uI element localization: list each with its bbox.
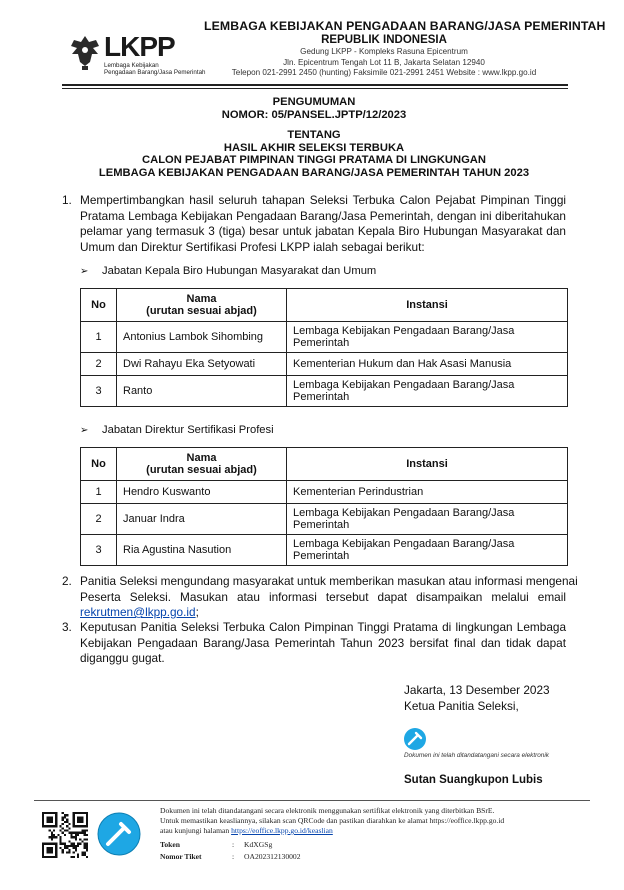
token-colon: : — [232, 840, 235, 849]
cell-nama: Hendro Kuswanto — [117, 481, 287, 504]
item-2-line: Panitia Seleksi mengundang masyarakat untuk memberikan masukan atau informasi mengenai — [80, 574, 578, 588]
table-header-row — [81, 448, 568, 481]
signatory-role: Ketua Panitia Seleksi, — [404, 699, 519, 713]
footer-line-1: Dokumen ini telah ditandatangani secara elektronik menggunakan sertifikat elektronik yang diterbitkan BSrE. — [160, 806, 495, 815]
table-row — [81, 353, 568, 376]
item-2-email-line — [80, 605, 566, 621]
footer-verification — [160, 806, 504, 862]
table-row — [81, 535, 568, 566]
position-1-heading — [80, 264, 376, 279]
header-divider — [62, 84, 568, 86]
cell-no: 2 — [81, 504, 117, 535]
lkpp-logo — [68, 32, 208, 77]
bsre-logo-icon — [97, 812, 141, 856]
item-2-paragraph — [80, 574, 578, 621]
ticket-value: OA202312130002 — [244, 852, 301, 861]
letterhead — [204, 19, 606, 79]
cell-no: 1 — [81, 322, 117, 353]
country-name: REPUBLIK INDONESIA — [321, 34, 447, 46]
cell-instansi: Kementerian Perindustrian — [287, 481, 568, 504]
table-row — [81, 481, 568, 504]
cell-instansi-line: Pemerintah — [293, 337, 350, 349]
arrow-bullet-icon: ➢ — [80, 266, 89, 277]
position-2-heading — [80, 423, 274, 438]
item-3-line: Kebijakan Pengadaan Barang/Jasa Pemerintah Tahun 2023 bersifat final dan tidak dapat — [80, 635, 566, 650]
title-number: NOMOR: 05/PANSEL.JPTP/12/2023 — [221, 108, 407, 121]
cell-nama: Ranto — [117, 376, 287, 407]
item-number-3: 3. — [62, 620, 72, 634]
column-header-instansi: Instansi — [287, 289, 568, 322]
column-header-nama-sub: (urutan sesuai abjad) — [146, 464, 257, 476]
footer-line-2: Untuk memastikan keasliannya, silakan scan QRCode dan pastikan diarahkan ke alamat https://eoffice.lkpp.go.id — [160, 816, 505, 825]
title-subject-3: LEMBAGA KEBIJAKAN PENGADAAN BARANG/JASA PEMERINTAH TAHUN 2023 — [98, 166, 530, 179]
garuda-emblem-icon — [68, 32, 102, 72]
column-header-nama — [117, 289, 287, 322]
position-2-title: Jabatan Direktur Sertifikasi Profesi — [102, 424, 274, 436]
title-subject-1: HASIL AKHIR SELEKSI TERBUKA — [223, 141, 405, 154]
electronic-signature-icon — [403, 727, 427, 751]
cell-instansi — [287, 535, 568, 566]
footer-line-3 — [160, 826, 504, 836]
column-header-nama-label: Nama — [186, 452, 217, 464]
token-label: Token — [160, 840, 180, 849]
ticket-label: Nomor Tiket — [160, 852, 202, 861]
footer-line-3-prefix: atau kunjungi halaman — [160, 826, 232, 835]
item-1-line: Pratama Lembaga Kebijakan Pengadaan Barang/Jasa Pemerintah, dengan ini diberitahukan — [80, 208, 566, 223]
cell-no: 2 — [81, 353, 117, 376]
address-line-2: Jln. Epicentrum Tengah Lot 11 B, Jakarta Selatan 12940 — [283, 57, 485, 67]
item-1-line: Umum dan Direktur Sertifikasi Profesi LKPP ialah sebagai berikut: — [80, 239, 425, 254]
candidates-table-2 — [80, 447, 568, 566]
table-header-row — [81, 289, 568, 322]
table-row — [81, 504, 568, 535]
table-row — [81, 322, 568, 353]
ticket-row — [160, 852, 504, 862]
institution-name: LEMBAGA KEBIJAKAN PENGADAAN BARANG/JASA PEMERINTAH — [204, 19, 606, 33]
position-1-title: Jabatan Kepala Biro Hubungan Masyarakat dan Umum — [102, 265, 377, 277]
cell-nama: Antonius Lambok Sihombing — [117, 322, 287, 353]
item-3-line: Keputusan Panitia Seleksi Terbuka Calon Pimpinan Tinggi Pratama di lingkungan Lembaga — [80, 620, 566, 634]
logo-subtitle-1: Lembaga Kebijakan — [104, 62, 159, 69]
cell-no: 3 — [81, 535, 117, 566]
verification-link[interactable]: https://eoffice.lkpp.go.id/keaslian — [231, 826, 333, 835]
item-1-paragraph — [80, 193, 566, 255]
cell-instansi-line: Lembaga Kebijakan Pengadaan Barang/Jasa — [293, 506, 515, 519]
token-row — [160, 840, 504, 850]
column-header-nama-label: Nama — [186, 293, 217, 305]
column-header-no: No — [81, 448, 117, 481]
item-1-line: pelamar yang termasuk 3 (tiga) besar untuk jabatan Kepala Biro Hubungan Masyarakat dan — [80, 224, 566, 238]
token-value: KdXGSg — [244, 840, 273, 849]
column-header-instansi: Instansi — [287, 448, 568, 481]
item-1-line: Mempertimbangkan hasil seluruh tahapan Seleksi Terbuka Calon Pejabat Pimpinan Tinggi — [80, 193, 566, 207]
header-divider-thin — [62, 88, 568, 89]
signatory-name: Sutan Suangkupon Lubis — [404, 774, 543, 786]
column-header-no: No — [81, 289, 117, 322]
qr-code-icon[interactable] — [42, 812, 88, 858]
logo-wordmark: LKPP — [104, 31, 175, 62]
announcement-title — [60, 96, 568, 179]
email-link[interactable]: rekrutmen@lkpp.go.id — [80, 605, 196, 619]
cell-instansi-line: Pemerintah — [293, 550, 350, 562]
cell-instansi — [287, 504, 568, 535]
cell-instansi-line: Pemerintah — [293, 519, 350, 531]
cell-instansi — [287, 376, 568, 407]
footer-divider — [34, 800, 590, 801]
cell-instansi-line: Pemerintah — [293, 391, 350, 403]
cell-instansi: Kementerian Hukum dan Hak Asasi Manusia — [287, 353, 568, 376]
column-header-nama — [117, 448, 287, 481]
table-row — [81, 376, 568, 407]
place-date: Jakarta, 13 Desember 2023 — [404, 683, 550, 697]
candidates-table-1 — [80, 288, 568, 407]
esign-note: Dokumen ini telah ditandatangani secara elektronik — [404, 752, 549, 759]
arrow-bullet-icon: ➢ — [80, 425, 89, 436]
address-line-3: Telepon 021-2991 2450 (hunting) Faksimile 021-2991 2451 Website : www.lkpp.go.id — [231, 68, 537, 77]
item-3-line: diganggu gugat. — [80, 651, 165, 665]
cell-instansi-line: Lembaga Kebijakan Pengadaan Barang/Jasa — [293, 537, 515, 550]
address-line-1: Gedung LKPP - Kompleks Rasuna Epicentrum — [300, 47, 468, 56]
cell-nama: Ria Agustina Nasution — [117, 535, 287, 566]
cell-instansi-line: Lembaga Kebijakan Pengadaan Barang/Jasa — [293, 378, 515, 391]
title-tentang: TENTANG — [287, 129, 341, 141]
cell-nama: Dwi Rahayu Eka Setyowati — [117, 353, 287, 376]
title-pengumuman: PENGUMUMAN — [272, 96, 356, 108]
cell-instansi-line: Lembaga Kebijakan Pengadaan Barang/Jasa — [293, 324, 515, 337]
cell-instansi — [287, 322, 568, 353]
item-number-2: 2. — [62, 574, 72, 588]
cell-no: 3 — [81, 376, 117, 407]
item-3-paragraph — [80, 620, 566, 667]
ticket-colon: : — [232, 852, 235, 861]
logo-subtitle-2: Pengadaan Barang/Jasa Pemerintah — [104, 69, 206, 76]
item-number-1: 1. — [62, 193, 72, 207]
email-suffix: ; — [195, 605, 199, 619]
column-header-nama-sub: (urutan sesuai abjad) — [146, 305, 257, 317]
cell-no: 1 — [81, 481, 117, 504]
title-subject-2: CALON PEJABAT PIMPINAN TINGGI PRATAMA DI LINGKUNGAN — [142, 154, 486, 166]
item-2-line: Peserta Seleksi. Masukan atau informasi tersebut dapat disampaikan melalui email — [80, 589, 566, 604]
cell-nama: Januar Indra — [117, 504, 287, 535]
